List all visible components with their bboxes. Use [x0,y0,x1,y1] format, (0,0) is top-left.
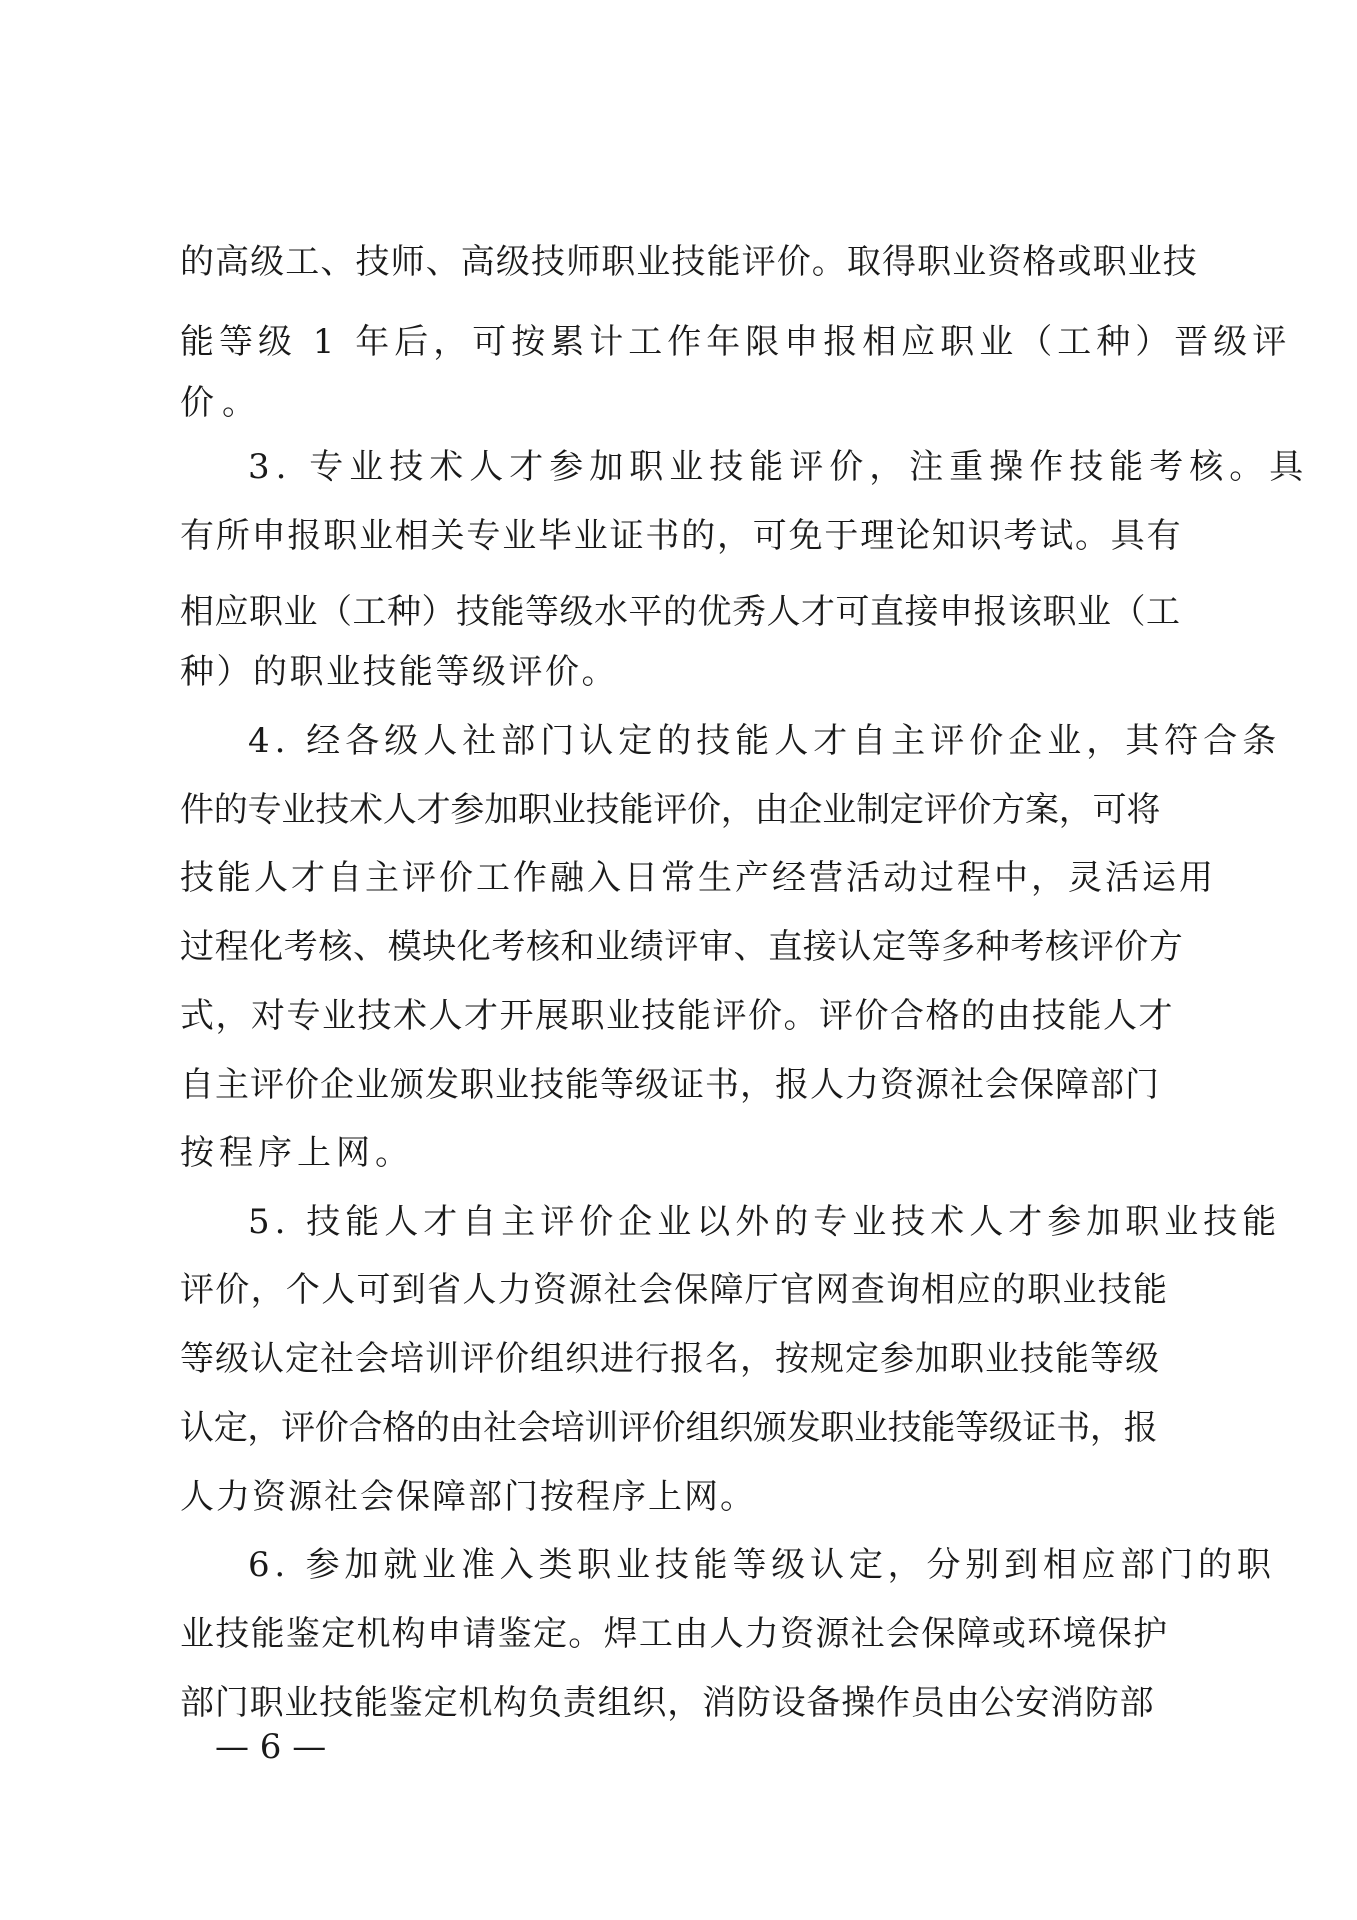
text-line: 过程化考核、模块化考核和业绩评审、直接认定等多种考核评价方 [180,927,1184,967]
text-line: 6. 参加就业准入类职业技能等级认定，分别到相应部门的职 [248,1545,1276,1585]
text-line: 能等级 1 年后，可按累计工作年限申报相应职业（工种）晋级评 [180,322,1292,362]
text-line: 等级认定社会培训评价组织进行报名，按规定参加职业技能等级 [180,1339,1160,1379]
text-line: 按程序上网。 [180,1133,414,1173]
text-line: 种）的职业技能等级评价。 [180,652,618,692]
text-line: 自主评价企业颁发职业技能等级证书，报人力资源社会保障部门 [180,1065,1160,1105]
text-line: 认定，评价合格的由社会培训评价组织颁发职业技能等级证书，报 [180,1408,1158,1448]
text-line: 价。 [180,383,264,423]
text-line: 件的专业技术人才参加职业技能评价，由企业制定评价方案，可将 [180,790,1161,830]
text-line: 人力资源社会保障部门按程序上网。 [180,1477,756,1517]
text-line: 有所申报职业相关专业毕业证书的，可免于理论知识考试。具有 [180,516,1183,556]
text-line: 的高级工、技师、高级技师职业技能评价。取得职业资格或职业技 [180,242,1198,282]
text-line: 式，对专业技术人才开展职业技能评价。评价合格的由技能人才 [180,996,1174,1036]
text-line: 业技能鉴定机构申请鉴定。焊工由人力资源社会保障或环境保护 [180,1614,1169,1654]
text-line: 相应职业（工种）技能等级水平的优秀人才可直接申报该职业（工 [180,592,1181,632]
text-line: 技能人才自主评价工作融入日常生产经营活动过程中，灵活运用 [180,858,1216,898]
text-line: 4. 经各级人社部门认定的技能人才自主评价企业，其符合条 [248,721,1282,761]
text-line: 3. 专业技术人才参加职业技能评价，注重操作技能考核。具 [248,447,1310,487]
text-line: 部门职业技能鉴定机构负责组织，消防设备操作员由公安消防部 [180,1683,1155,1723]
text-line: 评价，个人可到省人力资源社会保障厅官网查询相应的职业技能 [180,1270,1169,1310]
text-line: 5. 技能人才自主评价企业以外的专业技术人才参加职业技能 [248,1202,1282,1242]
page-number: — 6 — [215,1727,327,1767]
